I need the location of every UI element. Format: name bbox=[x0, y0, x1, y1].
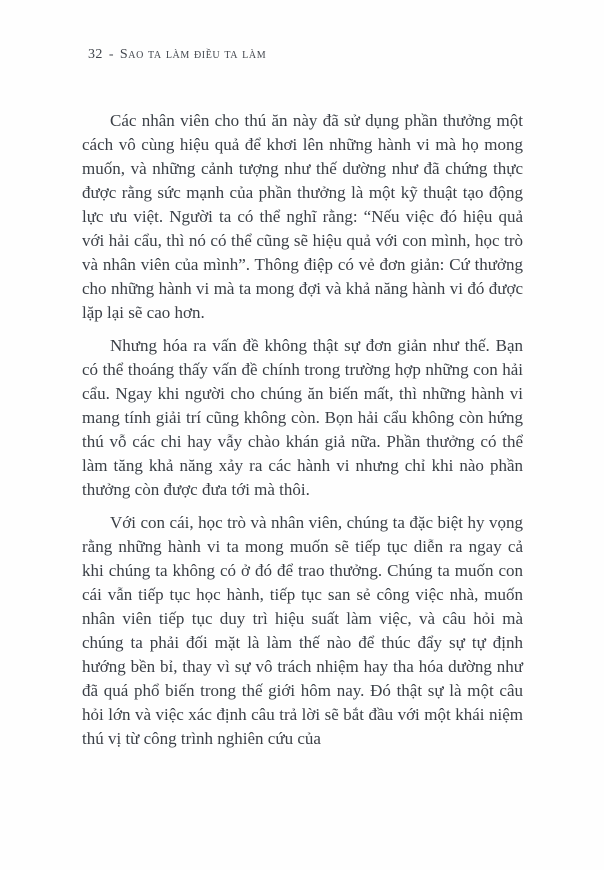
header-separator: - bbox=[108, 47, 114, 62]
body-paragraph: Với con cái, học trò và nhân viên, chúng ta đặc biệt hy vọng rằng những hành vi ta mong muốn sẽ tiếp tục diễn ra ngay cả khi chúng ta không có ở đó để trao thưởng. Chúng ta muốn con cái vẫn tiếp tục học hành, tiếp tục san sẻ công việc nhà, muốn nhân viên tiếp tục duy trì hiệu suất làm việc, và câu hỏi mà chúng ta phải đối mặt là làm thế nào để thúc đẩy sự tự định hướng bền bỉ, thay vì sự vô trách nhiệm hay tha hóa dường như đã quá phổ biến trong thế giới hôm nay. Đó thật sự là một câu hỏi lớn và việc xác định câu trả lời sẽ bắt đầu với một khái niệm thú vị từ công trình nghiên cứu của bbox=[82, 513, 523, 748]
running-header bbox=[88, 46, 266, 63]
page-body bbox=[82, 109, 523, 751]
running-title: Sao ta làm điều ta làm bbox=[119, 47, 267, 62]
body-paragraph: Nhưng hóa ra vấn đề không thật sự đơn giản như thế. Bạn có thể thoáng thấy vấn đề chính trong trường hợp những con hải cẩu. Ngay khi người cho chúng ăn biến mất, thì những hành vi mang tính giải trí cũng không còn. Bọn hải cẩu không còn hứng thú vỗ các chi hay vẫy chào khán giả nữa. Phần thưởng có thể làm tăng khả năng xảy ra các hành vi nhưng chỉ khi nào phần thưởng còn được đưa tới mà thôi. bbox=[82, 336, 523, 499]
body-paragraph: Các nhân viên cho thú ăn này đã sử dụng phần thưởng một cách vô cùng hiệu quả để khơi lên những hành vi mà họ mong muốn, và những cảnh tượng như thế dường như đã chứng thực được rằng sức mạnh của phần thưởng là một kỹ thuật tạo động lực ưu việt. Người ta có thể nghĩ rằng: “Nếu việc đó hiệu quả với hải cẩu, thì nó có thể cũng sẽ hiệu quả với con mình, học trò và nhân viên của mình”. Thông điệp có vẻ đơn giản: Cứ thưởng cho những hành vi mà ta mong đợi và khả năng hành vi đó được lặp lại sẽ cao hơn. bbox=[82, 111, 523, 322]
page-number: 32 bbox=[88, 47, 103, 62]
